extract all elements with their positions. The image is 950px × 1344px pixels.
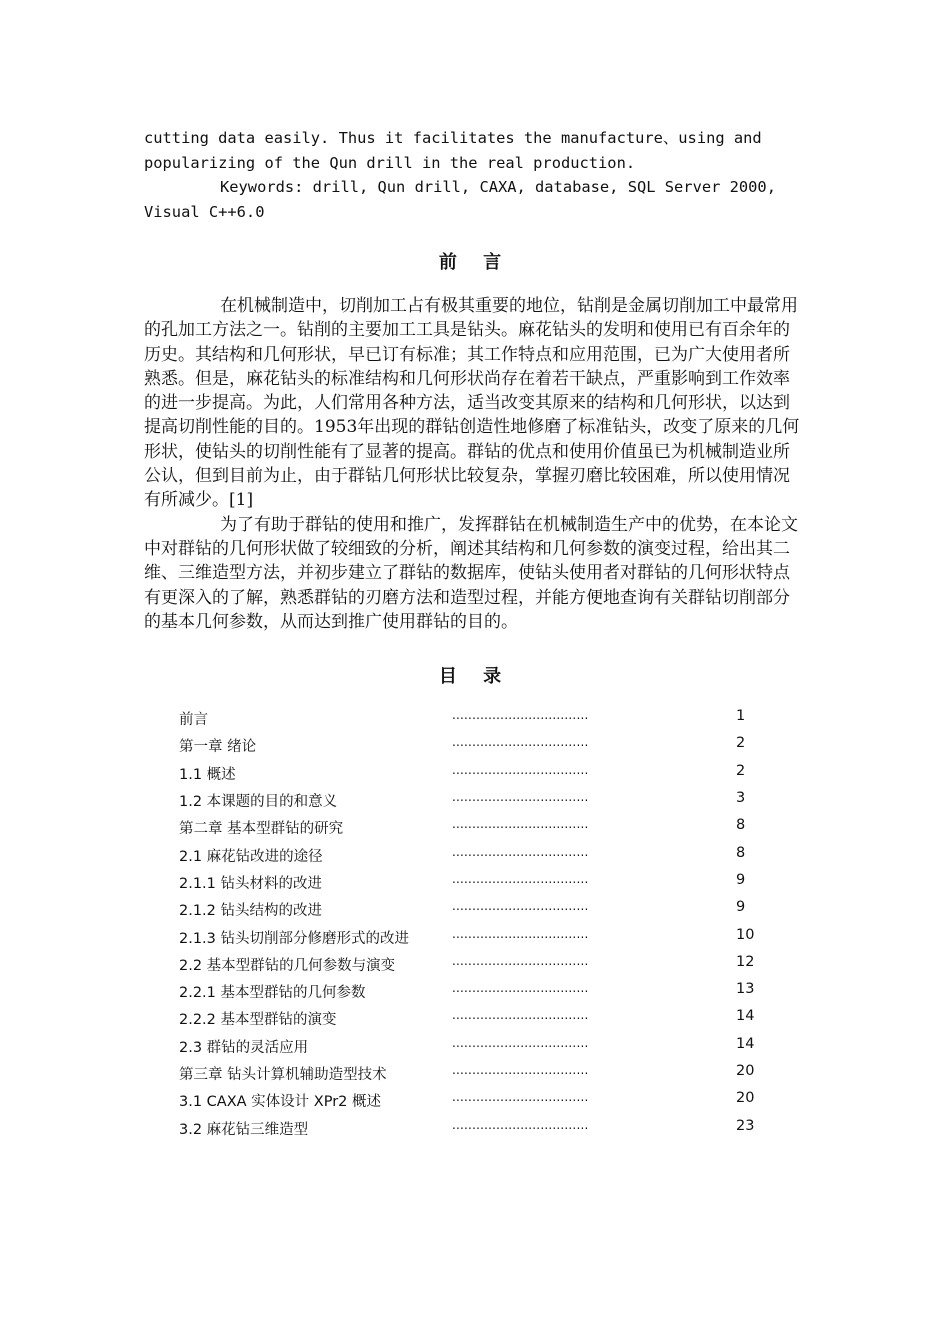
toc-title: 目 录 xyxy=(438,666,512,688)
toc-entry[interactable] xyxy=(144,899,806,926)
toc-entry[interactable] xyxy=(144,763,806,790)
toc-entry-page: 9 xyxy=(736,871,746,888)
toc-entry-leader: .................................. xyxy=(452,981,589,996)
toc-entry[interactable] xyxy=(144,1118,806,1145)
toc-entry-title: 2.2 基本型群钻的几何参数与演变 xyxy=(179,957,396,974)
toc-entry-title: 3.2 麻花钻三维造型 xyxy=(179,1121,309,1138)
toc-entry-page: 12 xyxy=(736,953,755,970)
toc-entry-leader: .................................. xyxy=(452,1090,589,1105)
toc-entry-page: 14 xyxy=(736,1035,755,1052)
toc-entry-title: 2.1.3 钻头切削部分修磨形式的改进 xyxy=(179,930,410,947)
toc-entry-title: 第一章 绪论 xyxy=(179,739,257,756)
toc-entry[interactable] xyxy=(144,735,806,762)
toc-entry-leader: .................................. xyxy=(452,735,589,750)
toc-entry-page: 8 xyxy=(736,817,746,834)
toc-entry[interactable] xyxy=(144,927,806,954)
toc-entry-title: 第三章 钻头计算机辅助造型技术 xyxy=(179,1067,387,1084)
toc-entry-title: 2.3 群钻的灵活应用 xyxy=(179,1039,309,1056)
toc-entry[interactable] xyxy=(144,1036,806,1063)
toc-entry-leader: .................................. xyxy=(452,871,589,886)
abstract-tail: cutting data easily. Thus it facilitates the manufacture、using and popularizing of the Qun drill in the real production. xyxy=(144,129,762,172)
toc-entry[interactable] xyxy=(144,1090,806,1117)
toc-entry-page: 23 xyxy=(736,1117,755,1134)
toc-entry-page: 13 xyxy=(736,981,755,998)
toc-entry[interactable] xyxy=(144,817,806,844)
toc-entry-page: 2 xyxy=(736,762,746,779)
toc-entry-title: 1.1 概述 xyxy=(179,766,236,783)
table-of-contents xyxy=(144,708,806,1145)
toc-entry-leader: .................................. xyxy=(452,1117,589,1132)
toc-entry-title: 2.2.2 基本型群钻的演变 xyxy=(179,1012,337,1029)
toc-entry-title: 前言 xyxy=(179,712,208,729)
toc-entry-title: 第二章 基本型群钻的研究 xyxy=(179,821,344,838)
toc-entry[interactable] xyxy=(144,845,806,872)
document-page xyxy=(144,126,806,1145)
keywords: Keywords: drill, Qun drill, CAXA, database, SQL Server 2000, Visual C++6.0 xyxy=(144,178,776,221)
toc-entry-page: 14 xyxy=(736,1008,755,1025)
toc-entry-page: 8 xyxy=(736,844,746,861)
toc-entry-leader: .................................. xyxy=(452,817,589,832)
toc-entry-page: 20 xyxy=(736,1090,755,1107)
toc-entry-leader: .................................. xyxy=(452,844,589,859)
toc-entry[interactable] xyxy=(144,981,806,1008)
toc-entry-title: 1.2 本课题的目的和意义 xyxy=(179,794,338,811)
toc-entry-leader: .................................. xyxy=(452,1035,589,1050)
toc-entry-leader: .................................. xyxy=(452,708,589,723)
toc-entry-page: 10 xyxy=(736,926,755,943)
toc-entry[interactable] xyxy=(144,954,806,981)
toc-entry-title: 2.2.1 基本型群钻的几何参数 xyxy=(179,985,366,1002)
toc-entry-page: 20 xyxy=(736,1063,755,1080)
preface-title: 前 言 xyxy=(438,252,512,273)
toc-entry[interactable] xyxy=(144,1063,806,1090)
toc-entry-leader: .................................. xyxy=(452,926,589,941)
toc-entry-leader: .................................. xyxy=(452,953,589,968)
toc-entry-title: 2.1.2 钻头结构的改进 xyxy=(179,903,323,920)
toc-entry-title: 3.1 CAXA 实体设计 XPr2 概述 xyxy=(179,1094,382,1111)
toc-entry-title: 2.1 麻花钻改进的途径 xyxy=(179,848,323,865)
toc-entry-leader: .................................. xyxy=(452,790,589,805)
toc-entry-title: 2.1.1 钻头材料的改进 xyxy=(179,875,323,892)
preface-paragraph-1: 在机械制造中，切削加工占有极其重要的地位，钻削是金属切削加工中最常用的孔加工方法之一。钻削的主要加工工具是钻头。麻花钻头的发明和使用已有百余年的历史。其结构和几何形状，早已订有标准；其工作特点和应用范围，已为广大使用者所熟悉。但是，麻花钻头的标准结构和几何形状尚存在着若干缺点，严重影响到工作效率的进一步提高。为此，人们常用各种方法，适当改变其原来的结构和几何形状，以达到提高切削性能的目的。1953年出现的群钻创造性地修磨了标准钻头，改变了原来的几何形状，使钻头的切削性能有了显著的提高。群钻的优点和使用价值虽已为机械制造业所公认，但到目前为止，由于群钻几何形状比较复杂，掌握刃磨比较困难，所以使用情况有所减少。[1] xyxy=(144,296,800,511)
toc-entry-page: 3 xyxy=(736,790,746,807)
toc-entry-leader: .................................. xyxy=(452,762,589,777)
toc-entry-leader: .................................. xyxy=(452,899,589,914)
toc-entry[interactable] xyxy=(144,708,806,735)
toc-entry-leader: .................................. xyxy=(452,1008,589,1023)
toc-entry-page: 9 xyxy=(736,899,746,916)
toc-entry[interactable] xyxy=(144,872,806,899)
toc-entry-page: 2 xyxy=(736,735,746,752)
toc-entry-page: 1 xyxy=(736,708,746,725)
toc-entry-leader: .................................. xyxy=(452,1063,589,1078)
toc-entry[interactable] xyxy=(144,1008,806,1035)
toc-entry[interactable] xyxy=(144,790,806,817)
preface-paragraph-2: 为了有助于群钻的使用和推广，发挥群钻在机械制造生产中的优势，在本论文中对群钻的几何形状做了较细致的分析，阐述其结构和几何参数的演变过程，给出其二维、三维造型方法，并初步建立了群钻的数据库，使钻头使用者对群钻的几何形状特点有更深入的了解，熟悉群钻的刃磨方法和造型过程，并能方便地查询有关群钻切削部分的基本几何参数，从而达到推广使用群钻的目的。 xyxy=(144,514,798,632)
